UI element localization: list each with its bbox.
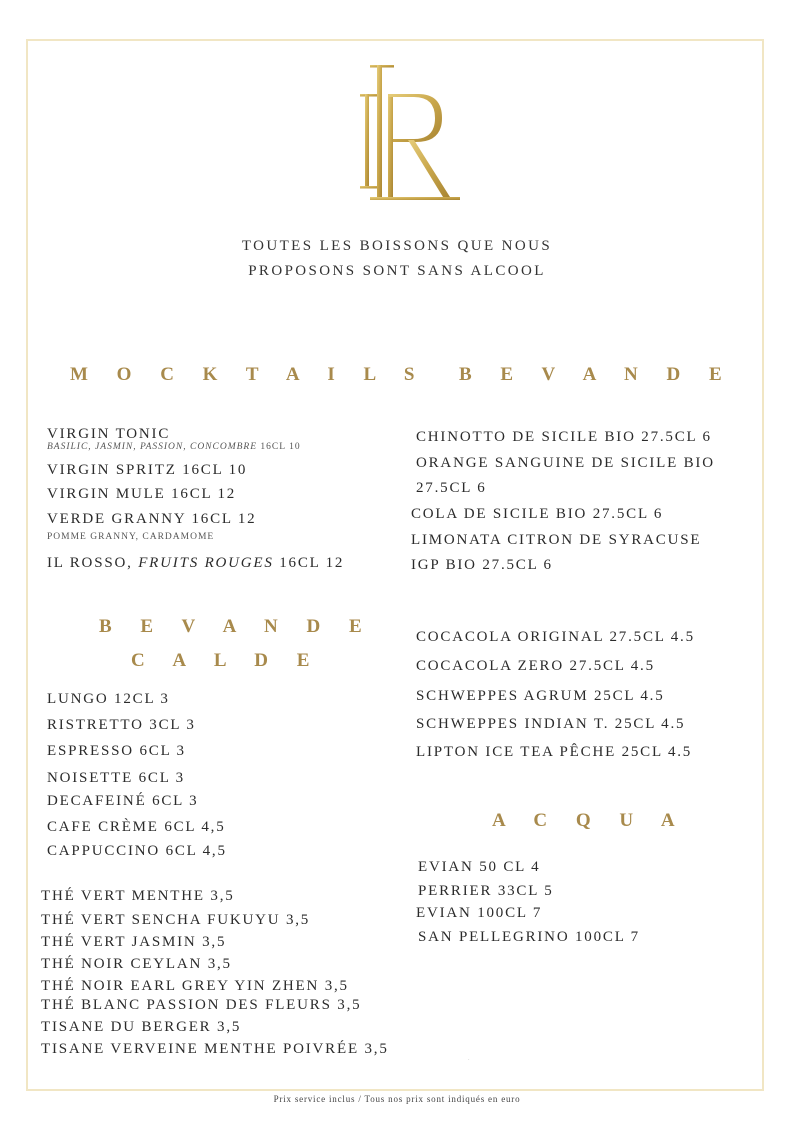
item-name-italic: FRUITS ROUGES bbox=[138, 555, 274, 571]
menu-item: PERRIER 33CL 5 bbox=[418, 883, 554, 899]
tea-item: TISANE VERVEINE MENTHE POIVRÉE 3,5 bbox=[41, 1041, 389, 1057]
menu-item: CAPPUCCINO 6CL 4,5 bbox=[47, 843, 227, 859]
menu-item: COCACOLA ZERO 27.5CL 4.5 bbox=[416, 658, 655, 674]
menu-item: VIRGIN MULE 16CL 12 bbox=[47, 486, 237, 502]
menu-item: CHINOTTO DE SICILE BIO 27.5CL 6 bbox=[416, 429, 712, 445]
menu-item: EVIAN 100CL 7 bbox=[416, 905, 543, 921]
menu-item: NOISETTE 6CL 3 bbox=[47, 770, 185, 786]
tea-item: THÉ NOIR EARL GREY YIN ZHEN 3,5 bbox=[41, 978, 349, 994]
mocktails-heading: M O C K T A I L S bbox=[70, 364, 427, 385]
menu-item: LIMONATA CITRON DE SYRACUSE bbox=[411, 532, 702, 548]
menu-item: VIRGIN TONIC bbox=[47, 426, 171, 442]
menu-item: DECAFEINÉ 6CL 3 bbox=[47, 793, 199, 809]
menu-item-description: POMME GRANNY, CARDAMOME bbox=[47, 532, 215, 542]
menu-item: IGP BIO 27.5CL 6 bbox=[411, 557, 553, 573]
tea-item: TISANE DU BERGER 3,5 bbox=[41, 1019, 242, 1035]
menu-item: RISTRETTO 3CL 3 bbox=[47, 717, 196, 733]
tea-item: THÉ VERT SENCHA FUKUYU 3,5 bbox=[41, 912, 311, 928]
intro-line-2: PROPOSONS SONT SANS ALCOOL bbox=[248, 263, 546, 279]
bevande-heading: B E V A N D E bbox=[459, 364, 734, 385]
menu-item: 27.5CL 6 bbox=[416, 480, 487, 496]
lr-monogram-logo bbox=[350, 60, 465, 205]
menu-item bbox=[47, 555, 344, 572]
menu-item: EVIAN 50 CL 4 bbox=[418, 859, 541, 875]
decorative-dot: · bbox=[468, 1058, 470, 1063]
description-italic: BASILIC, JASMIN, PASSION, CONCOMBRE bbox=[47, 442, 258, 452]
menu-item: COCACOLA ORIGINAL 27.5CL 4.5 bbox=[416, 629, 695, 645]
menu-item: COLA DE SICILE BIO 27.5CL 6 bbox=[411, 506, 664, 522]
tea-item: THÉ BLANC PASSION DES FLEURS 3,5 bbox=[41, 997, 362, 1013]
menu-item: SCHWEPPES INDIAN T. 25CL 4.5 bbox=[416, 716, 686, 732]
acqua-heading: A C Q U A bbox=[492, 810, 687, 831]
menu-item: VIRGIN SPRITZ 16CL 10 bbox=[47, 462, 248, 478]
bevande-calde-heading-line-2: C A L D E bbox=[131, 650, 322, 671]
intro-line-1: TOUTES LES BOISSONS QUE NOUS bbox=[241, 238, 553, 254]
menu-item-description bbox=[47, 442, 301, 452]
menu-item: SAN PELLEGRINO 100CL 7 bbox=[418, 929, 640, 945]
menu-item: CAFE CRÈME 6CL 4,5 bbox=[47, 819, 226, 835]
tea-item: THÉ VERT MENTHE 3,5 bbox=[41, 888, 235, 904]
description-price: 16CL 10 bbox=[257, 442, 301, 452]
item-name: IL ROSSO, bbox=[47, 555, 139, 571]
menu-item: VERDE GRANNY 16CL 12 bbox=[47, 511, 257, 527]
item-price: 16CL 12 bbox=[273, 555, 345, 571]
footer-note: Prix service inclus / Tous nos prix sont indiqués en euro bbox=[273, 1094, 521, 1104]
menu-item: ESPRESSO 6CL 3 bbox=[47, 743, 186, 759]
menu-item: ORANGE SANGUINE DE SICILE BIO bbox=[416, 455, 715, 471]
menu-item: SCHWEPPES AGRUM 25CL 4.5 bbox=[416, 688, 665, 704]
menu-item: LIPTON ICE TEA PÊCHE 25CL 4.5 bbox=[416, 744, 693, 760]
tea-item: THÉ NOIR CEYLAN 3,5 bbox=[41, 956, 232, 972]
menu-item: LUNGO 12CL 3 bbox=[47, 691, 170, 707]
bevande-calde-heading-line-1: B E V A N D E bbox=[99, 616, 374, 637]
tea-item: THÉ VERT JASMIN 3,5 bbox=[41, 934, 227, 950]
